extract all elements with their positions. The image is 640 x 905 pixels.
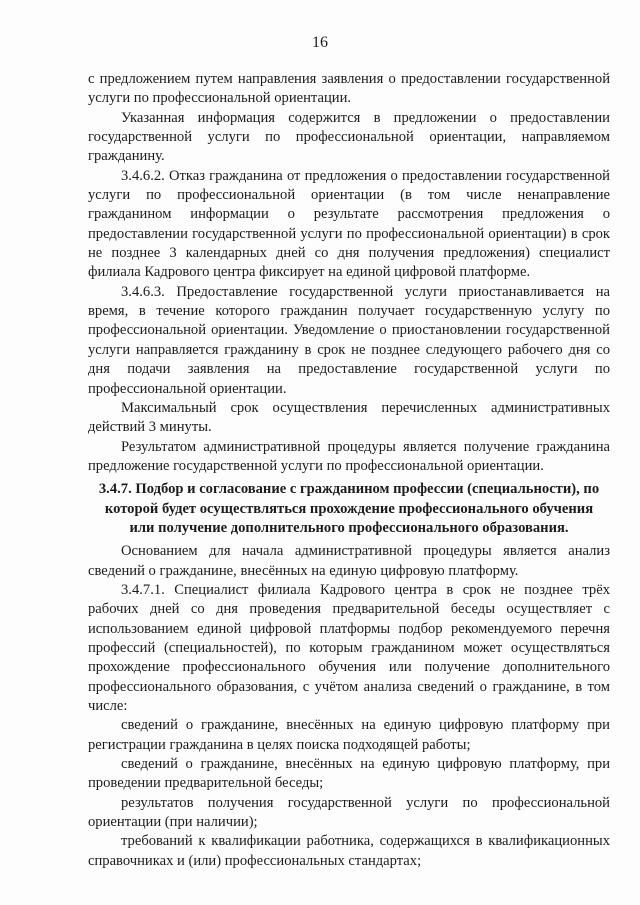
paragraph: с предложением путем направления заявления о предоставлении государственной услуги по профессиональной ориентации. [88,71,610,107]
paragraph: Указанная информация содержится в предложении о предоставлении государственной услуги по профессиональной ориентации, направляемом гражданину. [88,109,610,165]
list-item: результатов получения государственной услуги по профессиональной ориентации (при наличии); [88,794,610,831]
list-item: сведений о гражданине, внесённых на единую цифровую платформу, при проведении предварительной беседы; [88,756,610,792]
paragraph: Основанием для начала административной процедуры является анализ сведений о гражданине, внесённых на единую цифровую платформу. [88,543,610,579]
section-heading: 3.4.7. Подбор и согласование с гражданином профессии (специальности), по которой будет осуществляться прохождение профессионального обучения или получение дополнительного профессионального образования. [98,481,600,536]
document-body [88,70,610,871]
list-item: требований к квалификации работника, содержащихся в квалификационных справочниках и (или) профессиональных стандартах; [88,833,610,869]
page-number: 16 [312,34,328,51]
paragraph: 3.4.6.2. Отказ гражданина от предложения о предоставлении государственной услуги по профессиональной ориентации (в том числе ненаправление гражданином информации о результате рассмотрения предложения о предоставлении государственной услуги по профессиональной ориентации) в срок не позднее 3 календарных дней со дня получения предложения) специалист филиала Кадрового центра фиксирует на единой цифровой платформе. [88,167,610,281]
paragraph: 3.4.6.3. Предоставление государственной услуги приостанавливается на время, в течение которого гражданин получает государственную услугу по профессиональной ориентации. Уведомление о приостановлении государственной услуги направляется гражданину в срок не позднее следующего рабочего дня со дня подачи заявления на предоставление государственной услуги по профессиональной ориентации. [88,283,610,397]
paragraph: 3.4.7.1. Специалист филиала Кадрового центра в срок не позднее трёх рабочих дней со дня проведения предварительной беседы осуществляет с использованием единой цифровой платформы подбор рекомендуемого перечня профессий (специальностей), по которым гражданином может осуществляться прохождение профессионального обучения или получение дополнительного профессионального образования, с учётом анализа сведений о гражданине, в том числе: [88,581,610,714]
paragraph: Максимальный срок осуществления перечисленных административных действий 3 минуты. [88,399,610,436]
list-item: сведений о гражданине, внесённых на единую цифровую платформу при регистрации гражданина в целях поиска подходящей работы; [88,717,610,753]
paragraph: Результатом административной процедуры является получение гражданина предложение государственной услуги по профессиональной ориентации. [88,438,610,474]
